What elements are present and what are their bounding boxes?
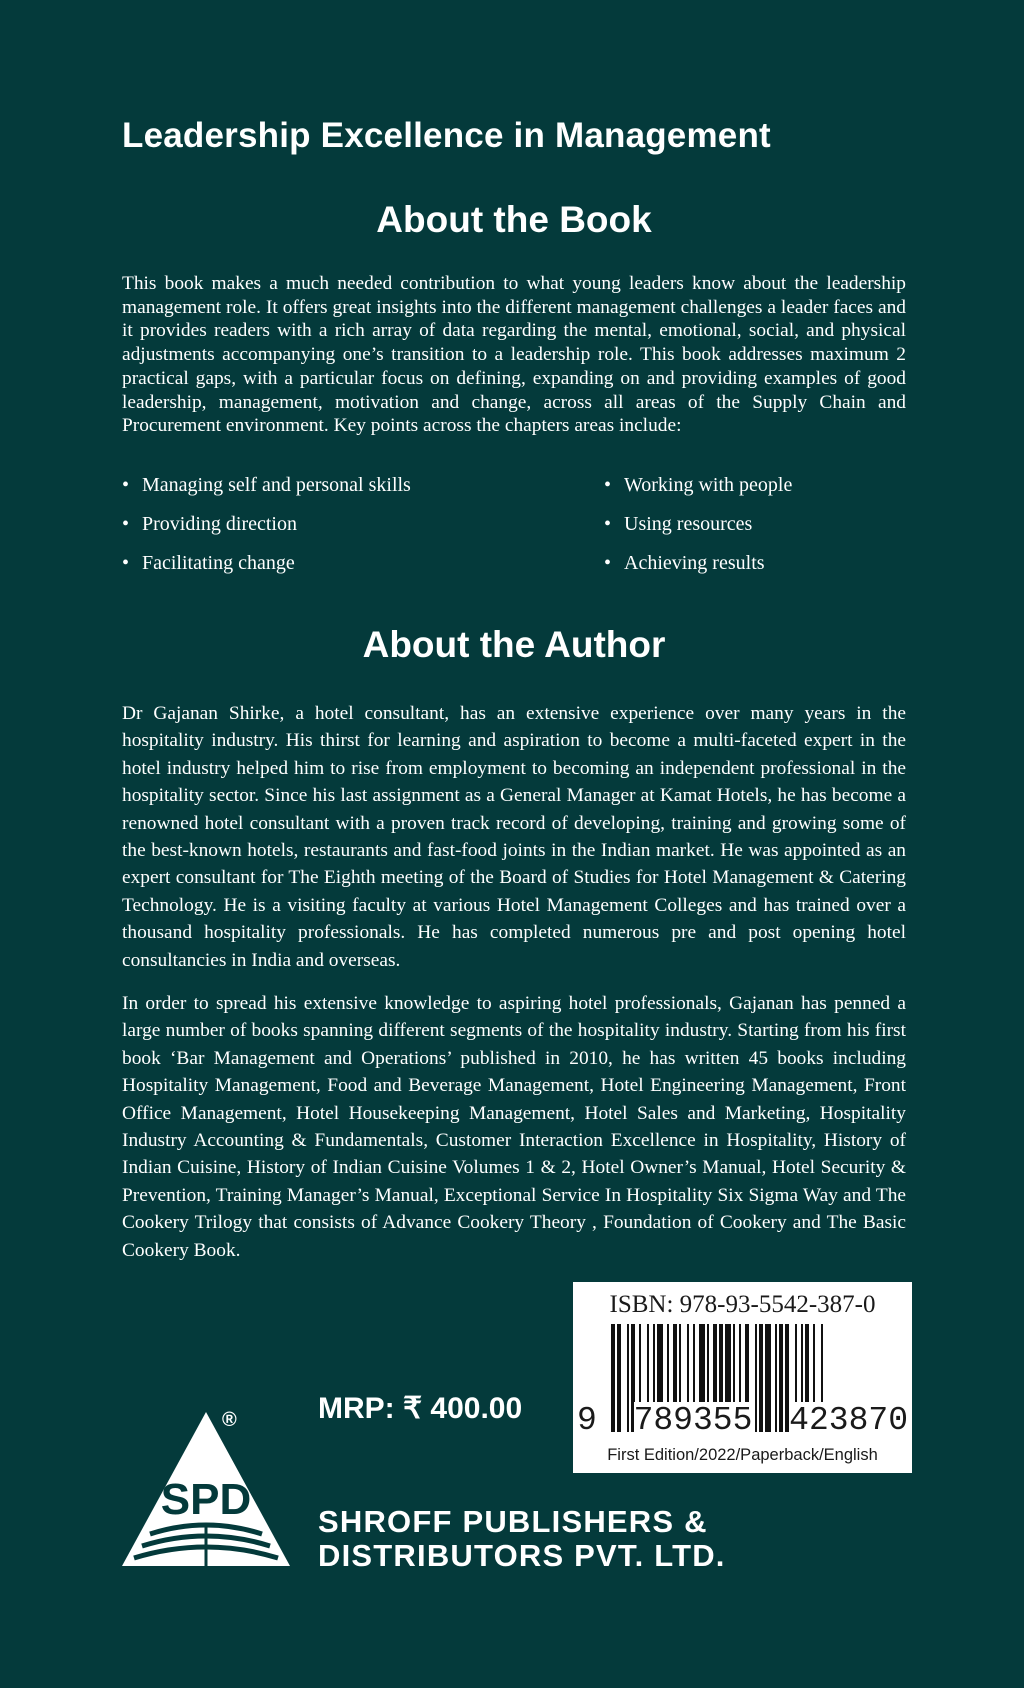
isbn-block xyxy=(573,1282,912,1473)
list-item: • Providing direction xyxy=(122,513,604,536)
spd-logo xyxy=(120,1404,292,1570)
list-item: • Facilitating change xyxy=(122,552,604,575)
about-author-heading: About the Author xyxy=(362,624,666,665)
list-item: • Working with people xyxy=(604,474,922,497)
key-points-list xyxy=(122,474,922,575)
isbn-label: ISBN: 978-93-5542-387-0 xyxy=(609,1291,876,1318)
author-books-paragraph: In order to spread his extensive knowledge to aspiring hotel professionals, Gajanan has penned a large number of books spanning different segments of the hospitality industry. Starting from his first book ‘Bar Management and Operations’ published in 2010, he has written 45 books including Hospitality Management, Food and Beverage Management, Hotel Engineering Management, Front Office Management, Hotel Housekeeping Management, Hotel Sales and Marketing, Hospitality Industry Accounting & Fundamentals, Customer Interaction Excellence in Hospitality, History of Indian Cuisine, History of Indian Cuisine Volumes 1 & 2, Hotel Owner’s Manual, Hotel Security & Prevention, Training Manager’s Manual, Exceptional Service In Hospitality Six Sigma Way and The Cookery Trilogy that consists of Advance Cookery Theory , Foundation of Cookery and The Basic Cookery Book. xyxy=(122,993,906,1261)
about-book-heading: About the Book xyxy=(376,199,652,240)
book-title: Leadership Excellence in Management xyxy=(122,116,771,155)
publisher-name-line1: SHROFF PUBLISHERS & xyxy=(318,1504,708,1539)
logo-text: SPD xyxy=(160,1475,252,1524)
barcode-digit-group: 423870 xyxy=(789,1402,908,1439)
edition-info: First Edition/2022/Paperback/English xyxy=(607,1446,878,1464)
list-item: • Managing self and personal skills xyxy=(122,474,604,497)
barcode-digit-group: 789355 xyxy=(633,1402,753,1439)
barcode-digit-group: 9 xyxy=(577,1402,597,1439)
price-label: MRP: ₹ 400.00 xyxy=(318,1392,523,1425)
list-item: • Achieving results xyxy=(604,552,922,575)
publisher-name xyxy=(318,1505,726,1573)
registered-mark: ® xyxy=(222,1409,237,1431)
barcode-digits xyxy=(573,1402,912,1439)
about-book-paragraph: This book makes a much needed contribution to what young leaders know about the leadership management role. It offers great insights into the different management challenges a leader faces and it provides readers with a rich array of data regarding the mental, emotional, social, and physical adjustments accompanying one’s transition to a leadership role. This book addresses maximum 2 practical gaps, with a particular focus on defining, expanding on and providing examples of good leadership, management, motivation and change, across all areas of the Supply Chain and Procurement environment. Key points across the chapters areas include: xyxy=(122,273,906,437)
list-item: • Using resources xyxy=(604,513,922,536)
publisher-name-line2: DISTRIBUTORS PVT. LTD. xyxy=(318,1538,726,1573)
author-bio-paragraph: Dr Gajanan Shirke, a hotel consultant, has an extensive experience over many years in the hospitality industry. His thirst for learning and aspiration to become a multi-faceted expert in the hotel industry helped him to rise from employment to becoming an independent professional in the hospitality sector. Since his last assignment as a General Manager at Kamat Hotels, he has become a renowned hotel consultant with a proven track record of developing, training and growing some of the best-known hotels, restaurants and fast-food joints in the Indian market. He was appointed as an expert consultant for The Eighth meeting of the Board of Studies for Hotel Management & Catering Technology. He is a visiting faculty at various Hotel Management Colleges and has trained over a thousand hospitality professionals. He has completed numerous pre and post opening hotel consultancies in India and overseas. xyxy=(122,703,906,971)
